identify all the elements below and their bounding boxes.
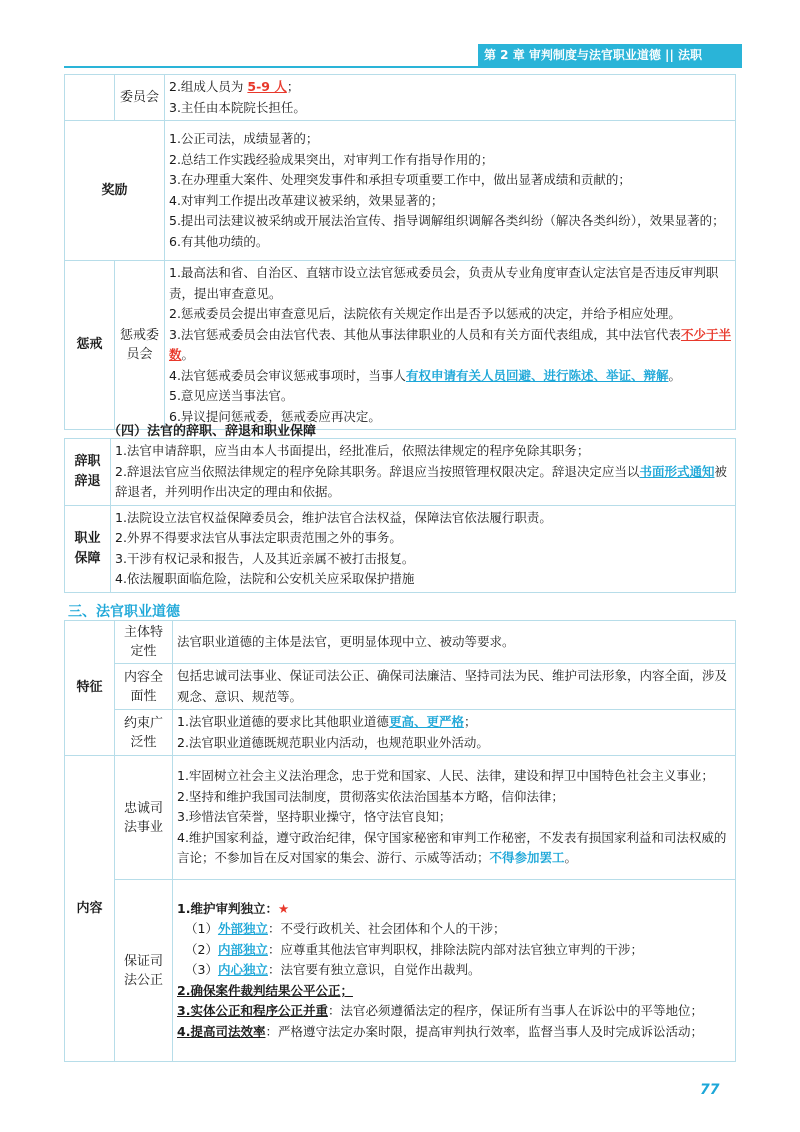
table-row bbox=[65, 710, 736, 756]
comprehensive-label: 内容全面性 bbox=[115, 664, 173, 710]
text: 3.法官惩戒委员会由法官代表、其他从事法律职业的人员和有关方面代表组成，其中法官代表 bbox=[169, 326, 681, 342]
text: 4.维护国家利益，遵守政治纪律，保守国家秘密和审判工作秘密，不发表有损国家利益和司法权威的言论；不参加旨在反对国家的集会、游行、示威等活动； bbox=[177, 829, 727, 866]
list-item bbox=[177, 960, 731, 981]
chapter-header: 第 2 章 审判制度与法官职业道德 || 法职 bbox=[478, 44, 742, 66]
text: ：应尊重其他法官审判职权，排除法院内部对法官独立审判的干涉； bbox=[267, 941, 643, 957]
highlight-blue: 书面形式通知 bbox=[639, 463, 715, 479]
justice-content bbox=[173, 880, 736, 1062]
highlight-red: 5-9 人 bbox=[247, 79, 287, 94]
text: 2.组成人员为 bbox=[169, 79, 248, 94]
list-item bbox=[115, 462, 731, 503]
highlight-blue: 内部独立 bbox=[217, 941, 268, 957]
protection-category: 职业保障 bbox=[65, 505, 111, 592]
list-item: 1.牢固树立社会主义法治理念，忠于党和国家、人民、法律，建设和捍卫中国特色社会主义事业； bbox=[177, 768, 714, 784]
list-item bbox=[177, 940, 731, 961]
text: （3） bbox=[185, 962, 218, 978]
highlight-blue: 有权申请有关人员回避、进行陈述、举证、辩解 bbox=[405, 367, 669, 383]
text: ：严格遵守法定办案时限，提高审判执行效率，监督当事人及时完成诉讼活动； bbox=[265, 1023, 703, 1039]
text: ； bbox=[463, 714, 477, 729]
discipline-committee-label: 惩戒委员会 bbox=[115, 261, 165, 430]
text: 3.实体公正和程序公正并重 bbox=[177, 1003, 328, 1019]
text: 4.提高司法效率 bbox=[177, 1023, 266, 1039]
list-item bbox=[177, 828, 731, 869]
list-item: 2.坚持和维护我国司法制度，贯彻落实依法治国基本方略，信仰法律； bbox=[177, 788, 564, 804]
table-row bbox=[65, 261, 736, 430]
list-item bbox=[177, 899, 731, 920]
highlight-blue: 外部独立 bbox=[217, 921, 268, 937]
header-divider bbox=[64, 66, 742, 68]
star-icon: ★ bbox=[277, 900, 290, 916]
list-item: 4.依法履职面临危险，法院和公安机关应采取保护措施 bbox=[115, 571, 415, 586]
content-category: 内容 bbox=[65, 756, 115, 1062]
empty-cell bbox=[65, 75, 115, 121]
list-item: 2.外界不得要求法官从事法定职责范围之外的事务。 bbox=[115, 530, 402, 545]
list-item bbox=[177, 1022, 731, 1043]
highlight-blue: 内心独立 bbox=[217, 962, 268, 978]
list-item: 2.法官职业道德既规范职业内活动，也规范职业外活动。 bbox=[177, 734, 489, 750]
binding-content bbox=[173, 710, 736, 756]
list-item: 1.公正司法，成绩显著的； bbox=[169, 131, 319, 146]
text: 1.维护审判独立： bbox=[177, 900, 278, 916]
table-row bbox=[65, 505, 736, 592]
list-item bbox=[169, 325, 731, 366]
list-item bbox=[177, 712, 731, 733]
table-row bbox=[65, 756, 736, 880]
resign-content bbox=[111, 439, 736, 506]
table-row bbox=[65, 121, 736, 261]
binding-label: 约束广泛性 bbox=[115, 710, 173, 756]
list-item: 2.惩戒委员会提出审查意见后，法院依有关规定作出是否予以惩戒的决定，并给予相应处理。 bbox=[169, 306, 681, 321]
text: 。 bbox=[181, 347, 195, 362]
list-item bbox=[169, 366, 731, 387]
loyalty-label: 忠诚司法事业 bbox=[115, 756, 173, 880]
highlight-blue: 不得参加罢工 bbox=[489, 850, 565, 866]
list-item: 5.意见应送当事法官。 bbox=[169, 388, 294, 403]
committee-label: 委员会 bbox=[115, 75, 165, 121]
table-row bbox=[65, 880, 736, 1062]
list-item: 6.有其他功绩的。 bbox=[169, 233, 269, 249]
justice-label: 保证司法公正 bbox=[115, 880, 173, 1062]
list-item: 3.干涉有权记录和报告，人及其近亲属不被打击报复。 bbox=[115, 550, 415, 566]
list-item: 1.最高法和省、自治区、直辖市设立法官惩戒委员会，负责从专业角度审查认定法官是否违反审判职责，提出审查意见。 bbox=[169, 265, 719, 301]
subsection-heading: （四）法官的辞职、辞退和职业保障 bbox=[108, 424, 317, 439]
text: （1） bbox=[185, 921, 218, 937]
table-row bbox=[65, 75, 736, 121]
text: 2.辞退法官应当依照法律规定的程序免除其职务。辞退应当按照管理权限决定。辞退决定应当以 bbox=[115, 463, 640, 479]
text: 。 bbox=[564, 850, 578, 866]
text: 被辞退者，并列明作出决定的理由和依据。 bbox=[115, 463, 727, 499]
subject-content: 法官职业道德的主体是法官，更明显体现中立、被动等要求。 bbox=[173, 621, 736, 664]
list-item: 3.在办理重大案件、处理突发事件和承担专项重要工作中，做出显著成绩和贡献的； bbox=[169, 172, 631, 187]
text: ； bbox=[286, 79, 300, 94]
list-item: 4.对审判工作提出改革建议被采纳，效果显著的； bbox=[169, 192, 444, 208]
text: 4.法官惩戒委员会审议惩戒事项时，当事人 bbox=[169, 367, 406, 383]
table-row bbox=[65, 664, 736, 710]
text: ：法官必须遵循法定的程序，保证所有当事人在诉讼中的平等地位； bbox=[327, 1003, 703, 1019]
feature-category: 特征 bbox=[65, 621, 115, 756]
discipline-category: 惩戒 bbox=[65, 261, 115, 430]
committee-content bbox=[165, 75, 736, 121]
text: 。 bbox=[668, 367, 681, 383]
list-item: 5.提出司法建议被采纳或开展法治宣传、指导调解组织调解各类纠纷（解决各类纠纷），效果显著的； bbox=[169, 213, 725, 228]
list-item: 6.异议提问惩戒委，惩戒委应再决定。 bbox=[169, 408, 381, 424]
list-item bbox=[177, 1001, 731, 1022]
highlight-red: 不少于半数 bbox=[169, 326, 731, 362]
list-item: 1.法院设立法官权益保障委员会，维护法官合法权益，保障法官依法履行职责。 bbox=[115, 509, 552, 525]
list-item bbox=[177, 919, 731, 940]
text: （2） bbox=[185, 941, 218, 957]
reward-content bbox=[165, 121, 736, 261]
comprehensive-content: 包括忠诚司法事业、保证司法公正、确保司法廉洁、坚持司法为民、维护司法形象，内容全面，涉及观念、意识、规范等。 bbox=[173, 664, 736, 710]
resignation-protection-table bbox=[64, 438, 736, 593]
text: ：法官要有独立意识，自觉作出裁判。 bbox=[267, 962, 481, 978]
table-row bbox=[65, 621, 736, 664]
judicial-ethics-table bbox=[64, 620, 736, 1062]
discipline-content bbox=[165, 261, 736, 430]
table-row bbox=[65, 439, 736, 506]
loyalty-content bbox=[173, 756, 736, 880]
highlight-blue: 更高、更严格 bbox=[388, 714, 464, 729]
text: 1.法官职业道德的要求比其他职业道德 bbox=[177, 714, 389, 729]
protection-content bbox=[111, 505, 736, 592]
list-item: 2.确保案件裁判结果公平公正； bbox=[177, 982, 353, 998]
list-item: 1.法官申请辞职，应当由本人书面提出，经批准后，依照法律规定的程序免除其职务； bbox=[115, 443, 590, 458]
list-item: 3.珍惜法官荣誉，坚持职业操守，恪守法官良知； bbox=[177, 809, 452, 825]
section-heading: 三、法官职业道德 bbox=[68, 604, 180, 620]
list-item: 2.总结工作实践经验成果突出，对审判工作有指导作用的； bbox=[169, 151, 494, 167]
text: 3.主任由本院院长担任。 bbox=[169, 99, 306, 115]
text: ：不受行政机关、社会团体和个人的干涉； bbox=[267, 921, 506, 937]
subject-label: 主体特定性 bbox=[115, 621, 173, 664]
reward-discipline-table bbox=[64, 74, 736, 430]
reward-category: 奖励 bbox=[65, 121, 165, 261]
page-number: 77 bbox=[700, 1082, 720, 1098]
resign-category: 辞职辞退 bbox=[65, 439, 111, 506]
